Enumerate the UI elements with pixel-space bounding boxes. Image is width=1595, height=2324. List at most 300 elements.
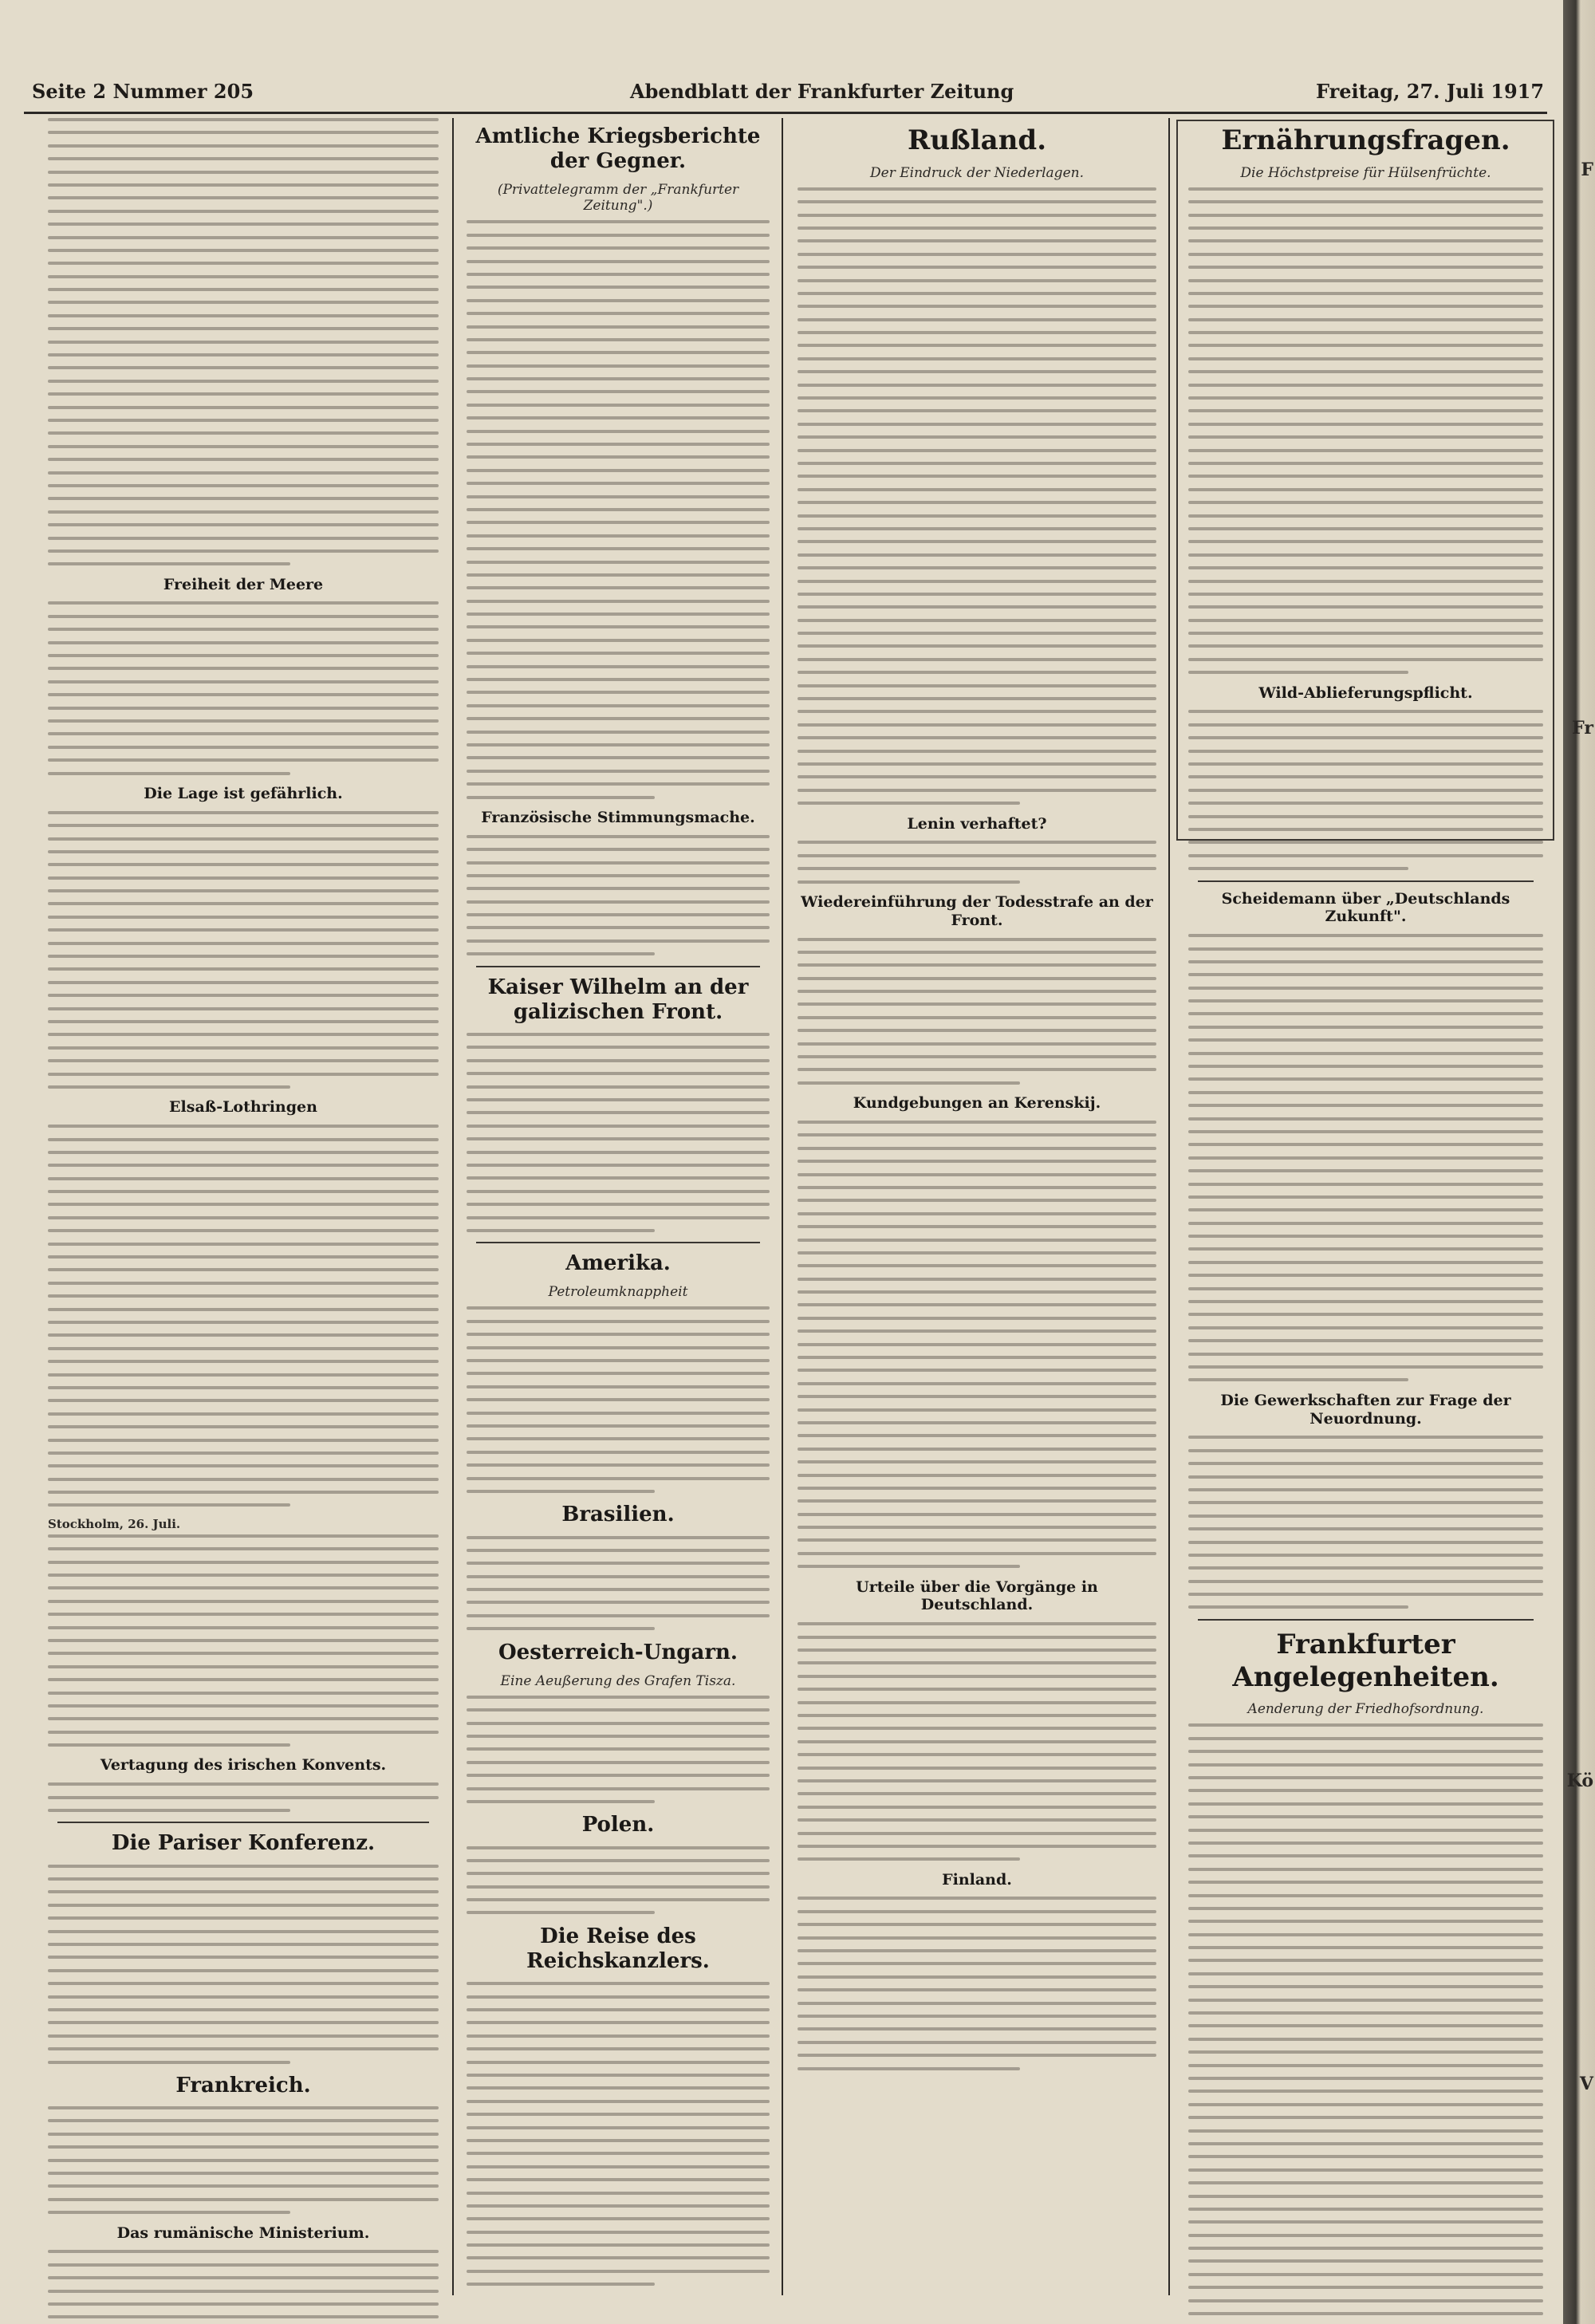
text-line — [798, 1121, 1156, 1124]
text-line — [467, 1346, 770, 1349]
text-line — [48, 1308, 439, 1311]
text-line — [48, 1294, 439, 1298]
text-line — [48, 1652, 439, 1655]
text-line — [48, 471, 439, 475]
section-heading-polen: Polen. — [581, 1813, 655, 1838]
text-line — [467, 1151, 770, 1154]
divider — [1198, 880, 1534, 882]
text-line — [1188, 841, 1543, 844]
text-line — [467, 731, 770, 734]
text-line — [1188, 1829, 1543, 1832]
text-line — [467, 2165, 770, 2168]
text-line — [467, 299, 770, 302]
text-line — [798, 1897, 1156, 1900]
text-line — [1188, 1763, 1543, 1767]
text-line — [467, 404, 770, 407]
text-line — [1188, 1169, 1543, 1172]
text-line — [798, 2054, 1156, 2057]
text-line — [48, 1333, 439, 1337]
text-line — [467, 1085, 770, 1089]
text-line — [48, 850, 439, 853]
text-line — [48, 1125, 439, 1128]
text-line — [48, 1743, 290, 1747]
text-line — [48, 1586, 439, 1589]
text-line — [798, 1239, 1156, 1242]
section-heading-urteile: Urteile über die Vorgänge in Deutschland. — [856, 1578, 1098, 1614]
text-line — [467, 260, 770, 263]
text-line — [467, 561, 770, 564]
headline-frankfurter-angelegenheiten: Frankfurter Angelegenheiten. — [1232, 1628, 1499, 1693]
text-line — [467, 717, 770, 720]
text-line — [467, 416, 770, 420]
article-text — [1188, 934, 1543, 1381]
text-line — [798, 1714, 1156, 1717]
text-line — [467, 835, 770, 838]
text-line — [48, 902, 439, 905]
text-line — [467, 887, 770, 890]
text-line — [467, 2231, 770, 2234]
text-line — [798, 292, 1156, 295]
text-line — [467, 2126, 770, 2129]
text-line — [467, 704, 770, 707]
article-text — [48, 601, 439, 774]
text-line — [798, 2002, 1156, 2005]
text-line — [48, 1203, 439, 1206]
article-text — [467, 220, 770, 798]
text-line — [467, 600, 770, 603]
text-line — [798, 253, 1156, 256]
section-heading-rumaenisches-ministerium: Das rumänische Ministerium. — [116, 2224, 370, 2242]
text-line — [467, 691, 770, 694]
section-heading-brasilien: Brasilien. — [561, 1503, 675, 1527]
text-line — [1188, 357, 1543, 360]
text-line — [1188, 1475, 1543, 1479]
text-line — [1188, 1378, 1408, 1381]
text-line — [798, 658, 1156, 661]
text-line — [467, 861, 770, 865]
text-line — [467, 2217, 770, 2220]
text-line — [48, 1282, 439, 1285]
text-line — [1188, 1026, 1543, 1029]
text-line — [798, 553, 1156, 557]
text-line — [798, 963, 1156, 967]
text-line — [1188, 1449, 1543, 1452]
text-line — [1188, 619, 1543, 622]
text-line — [798, 1499, 1156, 1503]
text-line — [48, 1073, 439, 1076]
text-line — [798, 1448, 1156, 1451]
masthead — [0, 80, 1563, 112]
text-line — [798, 762, 1156, 766]
text-line — [798, 1016, 1156, 1019]
text-line — [1188, 632, 1543, 635]
text-line — [798, 1382, 1156, 1385]
text-line — [48, 1007, 439, 1010]
text-line — [48, 1809, 290, 1812]
text-line — [467, 1059, 770, 1062]
text-line — [798, 566, 1156, 569]
text-line — [798, 1988, 1156, 1991]
text-line — [467, 2086, 770, 2090]
text-line — [798, 384, 1156, 387]
text-line — [48, 916, 439, 919]
text-line — [798, 619, 1156, 622]
text-line — [1188, 960, 1543, 963]
text-line — [467, 756, 770, 759]
text-line — [798, 1264, 1156, 1267]
text-line — [48, 1138, 439, 1141]
text-line — [48, 406, 439, 409]
masthead-page-number: Seite 2 Nummer 205 — [32, 80, 254, 103]
text-line — [798, 1395, 1156, 1398]
text-line — [798, 697, 1156, 700]
text-line — [467, 338, 770, 341]
text-line — [798, 1474, 1156, 1477]
text-line — [1188, 1326, 1543, 1329]
text-line — [48, 1547, 439, 1550]
text-line — [467, 1708, 770, 1711]
text-line — [48, 2263, 439, 2267]
text-line — [467, 469, 770, 472]
text-line — [1188, 1247, 1543, 1251]
text-line — [798, 1923, 1156, 1926]
article-text — [1188, 1723, 1543, 2324]
text-line — [48, 523, 439, 526]
text-line — [467, 2139, 770, 2142]
text-line — [1188, 2181, 1543, 2184]
text-line — [1188, 605, 1543, 609]
text-line — [467, 1033, 770, 1036]
text-line — [48, 484, 439, 487]
text-line — [48, 994, 439, 997]
text-line — [48, 1412, 439, 1416]
text-line — [48, 955, 439, 958]
gutter-fragment: F — [1581, 160, 1593, 180]
text-line — [48, 863, 439, 866]
text-line — [1188, 2050, 1543, 2054]
article-text — [798, 938, 1156, 1085]
text-line — [48, 1613, 439, 1616]
section-heading-wild: Wild-Ablieferungspflicht. — [1258, 683, 1473, 702]
masthead-date: Freitag, 27. Juli 1917 — [1316, 80, 1545, 103]
text-line — [48, 837, 439, 841]
text-line — [467, 1761, 770, 1764]
text-line — [48, 967, 439, 971]
text-line — [48, 2047, 439, 2050]
text-line — [48, 341, 439, 344]
text-line — [48, 1731, 439, 1734]
text-line — [48, 667, 439, 670]
text-line — [467, 1046, 770, 1049]
text-line — [48, 1268, 439, 1271]
text-line — [1188, 1985, 1543, 1988]
text-line — [1188, 2208, 1543, 2211]
section-heading-freiheit-der-meere: Freiheit der Meere — [163, 575, 324, 593]
text-line — [1188, 318, 1543, 321]
article-text — [798, 1121, 1156, 1568]
text-line — [48, 562, 290, 565]
text-line — [48, 131, 439, 134]
text-line — [467, 1424, 770, 1428]
text-line — [1188, 1143, 1543, 1146]
headline-kaiser-wilhelm: Kaiser Wilhelm an der galizischen Front. — [487, 975, 749, 1024]
article-text — [48, 811, 439, 1089]
text-line — [467, 443, 770, 446]
text-line — [1188, 1038, 1543, 1042]
text-line — [467, 312, 770, 315]
text-line — [1188, 1052, 1543, 1055]
text-line — [467, 1203, 770, 1206]
text-line — [48, 1639, 439, 1642]
text-line — [467, 1385, 770, 1388]
text-line — [48, 1190, 439, 1193]
text-line — [1188, 1907, 1543, 1910]
text-line — [48, 2198, 439, 2201]
text-line — [1188, 305, 1543, 308]
text-line — [1188, 2155, 1543, 2158]
text-line — [467, 652, 770, 655]
text-line — [1188, 947, 1543, 951]
text-line — [798, 1317, 1156, 1320]
text-line — [48, 1399, 439, 1402]
text-line — [798, 475, 1156, 478]
text-line — [48, 380, 439, 383]
text-line — [798, 527, 1156, 530]
text-line — [467, 2047, 770, 2050]
text-line — [48, 2061, 290, 2064]
text-line — [1188, 501, 1543, 504]
text-line — [48, 144, 439, 148]
text-line — [1188, 593, 1543, 596]
text-line — [467, 1846, 770, 1849]
text-line — [1188, 1222, 1543, 1225]
text-line — [48, 196, 439, 199]
text-line — [467, 913, 770, 916]
text-line — [798, 1910, 1156, 1913]
text-line — [1188, 1815, 1543, 1818]
text-line — [467, 926, 770, 929]
text-line — [1188, 1515, 1543, 1518]
text-line — [1188, 1737, 1543, 1740]
text-line — [798, 1343, 1156, 1346]
text-line — [48, 1561, 439, 1564]
text-line — [48, 1890, 439, 1893]
text-line — [1188, 1841, 1543, 1845]
text-line — [1188, 1436, 1543, 1439]
text-line — [467, 1072, 770, 1075]
text-line — [1188, 2299, 1543, 2302]
text-line — [48, 366, 439, 369]
text-line — [798, 1408, 1156, 1412]
text-line — [798, 1622, 1156, 1625]
text-line — [798, 1767, 1156, 1770]
text-line — [1188, 2273, 1543, 2276]
text-line — [798, 1538, 1156, 1542]
text-line — [48, 275, 439, 278]
text-line — [467, 1800, 655, 1803]
text-line — [1188, 2103, 1543, 2106]
text-line — [467, 1872, 770, 1875]
text-line — [48, 236, 439, 239]
text-line — [48, 301, 439, 304]
text-line — [798, 841, 1156, 844]
text-line — [48, 171, 439, 174]
text-line — [48, 1904, 439, 1907]
text-line — [798, 1186, 1156, 1189]
text-line — [1188, 226, 1543, 230]
text-line — [467, 495, 770, 498]
text-line — [48, 1033, 439, 1036]
text-line — [798, 435, 1156, 439]
section-heading-pariser-konferenz: Die Pariser Konferenz. — [111, 1831, 376, 1856]
text-line — [1188, 435, 1543, 439]
text-line — [1188, 553, 1543, 557]
text-line — [798, 802, 1020, 805]
text-line — [798, 750, 1156, 753]
text-line — [798, 1251, 1156, 1255]
headline-kriegsberichte: Amtliche Kriegsberichte der Gegner. — [475, 124, 761, 174]
text-line — [798, 1832, 1156, 1835]
text-line — [48, 445, 439, 448]
text-line — [798, 977, 1156, 980]
text-line — [798, 226, 1156, 230]
text-line — [48, 1534, 439, 1538]
text-line — [798, 1055, 1156, 1058]
text-line — [798, 2067, 1020, 2070]
text-line — [1188, 1946, 1543, 1949]
subheading-petroleum: Petroleumknappheit — [548, 1284, 688, 1301]
text-line — [467, 1885, 770, 1889]
text-line — [467, 1536, 770, 1539]
text-line — [467, 325, 770, 329]
gutter-fragment: Kö — [1566, 1771, 1593, 1791]
text-line — [798, 2041, 1156, 2044]
text-line — [1188, 1776, 1543, 1779]
text-line — [1188, 1566, 1543, 1570]
text-line — [798, 279, 1156, 282]
text-line — [467, 1333, 770, 1336]
text-line — [798, 938, 1156, 941]
text-line — [798, 951, 1156, 954]
text-line — [467, 1451, 770, 1454]
text-line — [1188, 488, 1543, 491]
text-line — [48, 1956, 439, 1959]
article-text — [48, 118, 439, 565]
text-line — [798, 514, 1156, 518]
text-line — [798, 1225, 1156, 1228]
divider — [476, 966, 760, 967]
text-line — [798, 1199, 1156, 1202]
text-line — [798, 1434, 1156, 1437]
text-line — [798, 1688, 1156, 1691]
text-line — [48, 693, 439, 696]
text-line — [798, 1068, 1156, 1071]
text-line — [798, 1133, 1156, 1136]
text-line — [798, 396, 1156, 400]
text-line — [1188, 1527, 1543, 1530]
text-line — [467, 1588, 770, 1591]
text-line — [48, 1216, 439, 1219]
text-line — [48, 732, 439, 735]
column-4 — [1188, 118, 1543, 2324]
text-line — [48, 1704, 439, 1708]
text-line — [1188, 527, 1543, 530]
text-line — [467, 220, 770, 223]
text-line — [798, 187, 1156, 191]
text-line — [798, 423, 1156, 426]
text-line — [1188, 580, 1543, 583]
text-line — [467, 1696, 770, 1699]
text-line — [48, 889, 439, 892]
text-line — [467, 2283, 655, 2286]
article-text — [798, 841, 1156, 883]
text-line — [48, 183, 439, 187]
text-line — [798, 1818, 1156, 1822]
text-line — [1188, 1541, 1543, 1544]
text-line — [467, 1463, 770, 1467]
text-line — [798, 684, 1156, 687]
text-line — [798, 1962, 1156, 1965]
text-line — [48, 431, 439, 435]
text-line — [798, 1081, 1020, 1085]
text-line — [467, 2192, 770, 2195]
section-heading-oesterreich-ungarn: Oesterreich-Ungarn. — [498, 1640, 738, 1664]
text-line — [48, 1478, 439, 1481]
text-line — [1188, 934, 1543, 937]
text-line — [1188, 802, 1543, 805]
text-line — [1188, 1287, 1543, 1290]
article-text — [48, 2106, 439, 2214]
text-line — [467, 2034, 770, 2038]
text-line — [48, 1503, 290, 1507]
text-line — [1188, 1208, 1543, 1211]
headline-ernaehrungsfragen: Ernährungsfragen. — [1221, 124, 1510, 156]
text-line — [467, 770, 770, 773]
text-line — [467, 2008, 770, 2011]
divider — [1198, 1619, 1534, 1621]
text-line — [467, 665, 770, 668]
article-text — [48, 1125, 439, 1507]
subheading-friedhofsordnung: Aenderung der Friedhofsordnung. — [1247, 1701, 1484, 1718]
text-line — [1188, 279, 1543, 282]
text-line — [48, 758, 439, 762]
text-line — [1188, 514, 1543, 518]
text-line — [467, 1601, 770, 1604]
text-line — [467, 1216, 770, 1219]
text-line — [1188, 2312, 1543, 2315]
article-text — [48, 1865, 439, 2064]
text-line — [1188, 370, 1543, 373]
text-line — [48, 118, 439, 121]
text-line — [1188, 1353, 1543, 1356]
text-line — [467, 1098, 770, 1101]
text-line — [467, 1995, 770, 1999]
text-line — [467, 273, 770, 276]
article-text — [798, 187, 1156, 805]
text-line — [798, 1147, 1156, 1150]
text-line — [1188, 2286, 1543, 2289]
text-line — [467, 586, 770, 589]
text-line — [1188, 1462, 1543, 1465]
text-line — [1188, 2195, 1543, 2198]
text-line — [1188, 1972, 1543, 1975]
text-line — [48, 1877, 439, 1881]
text-line — [467, 796, 655, 799]
text-line — [798, 1160, 1156, 1163]
section-heading-todesstrafe: Wiedereinführung der Todesstrafe an der Front. — [801, 892, 1153, 929]
text-line — [1188, 475, 1543, 478]
text-line — [798, 1792, 1156, 1795]
